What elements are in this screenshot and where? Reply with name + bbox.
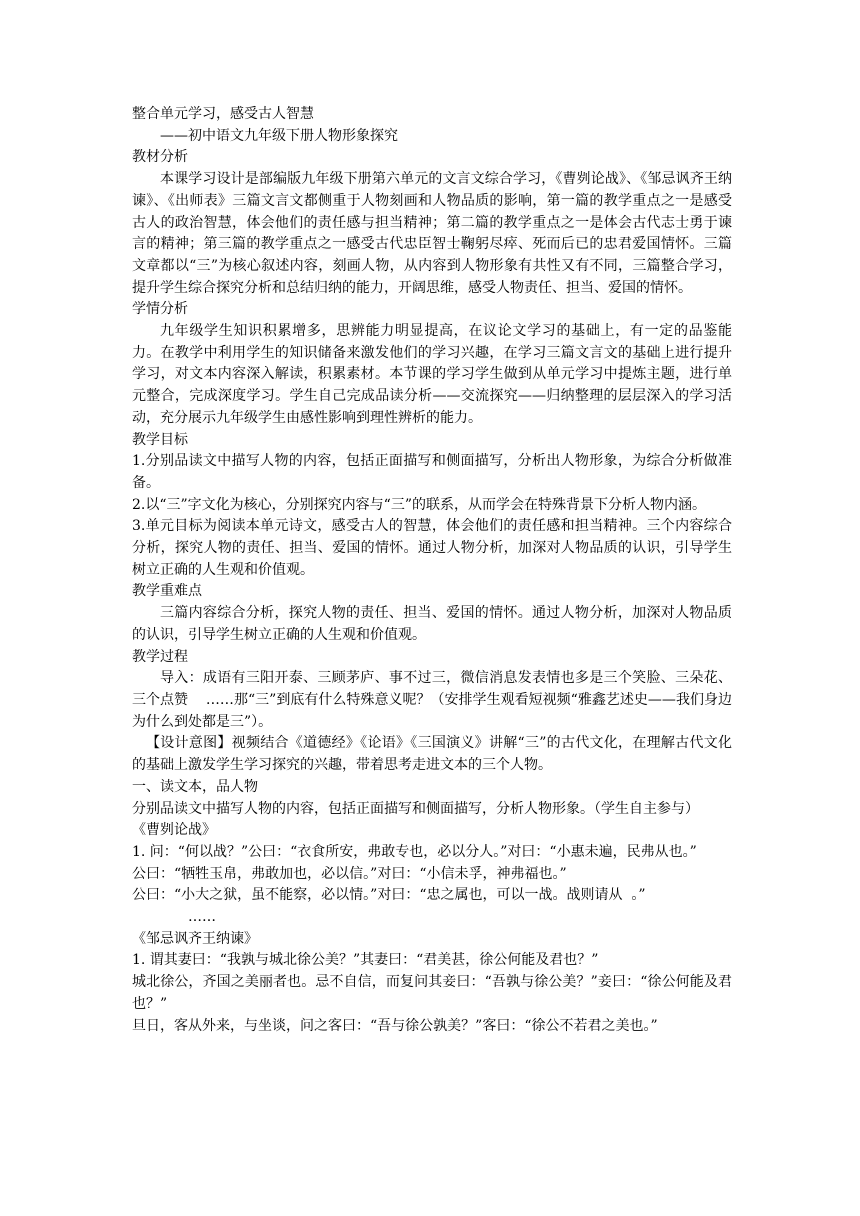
document-page [132, 104, 732, 1037]
teaching-goal-1: 1.分别品读文中描写人物的内容，包括正面描写和侧面描写，分析出人物形象，为综合分析做准备。 [132, 453, 732, 491]
document-subtitle: ——初中语文九年级下册人物形象探究 [160, 127, 398, 144]
zou-ji-line-1: 1. 谓其妻曰：“我孰与城北徐公美？”其妻曰：“君美甚，徐公何能及君也？” [132, 952, 599, 969]
teaching-goal-3: 3.单元目标为阅读本单元诗文，感受古人的智慧，体会他们的责任感和担当精神。三个内容综合分析，探究人物的责任、担当、爱国的情怀。通过人物分析，加深对人物品质的认识，引导学生树立正确的人生观和价值观。 [132, 518, 732, 578]
key-points-heading: 教学重难点 [132, 583, 202, 600]
document-title: 整合单元学习，感受古人智慧 [132, 106, 314, 122]
introduction-paragraph: 导入：成语有三阳开泰、三顾茅庐、事不过三，微信消息发表情也多是三个笑脸、三朵花、三个点赞 ……那“三”到底有什么特殊意义呢？（安排学生观看短视频“雅鑫艺述史——我们身边为什么到处都是三”）。 [132, 670, 732, 730]
textbook-analysis-heading: 教材分析 [132, 149, 188, 166]
teaching-process-heading: 教学过程 [132, 648, 188, 665]
learner-analysis-paragraph: 九年级学生知识积累增多，思辨能力明显提高，在议论文学习的基础上，有一定的品鉴能力。在教学中利用学生的知识储备来激发他们的学习兴趣，在学习三篇文言文的基础上进行提升学习，对文本内容深入解读，积累素材。本节课的学习学生做到从单元学习中提炼主题，进行单元整合，完成深度学习。学生自己完成品读分析——交流探究——归纳整理的层层深入的学习活动，充分展示九年级学生由感性影响到理性辨析的能力。 [132, 323, 732, 426]
zou-ji-title: 《邹忌讽齐王纳谏》 [132, 930, 258, 947]
textbook-analysis-paragraph: 本课学习设计是部编版九年级下册第六单元的文言文综合学习，《曹刿论战》、《邹忌讽齐王纳谏》、《出师表》三篇文言文都侧重于人物刻画和人物品质的影响，第一篇的教学重点之一是感受古人的政治智慧，体会他们的责任感与担当精神；第二篇的教学重点之一是体会古代志士勇于谏言的精神；第三篇的教学重点之一感受古代忠臣智士鞠躬尽瘁、死而后已的忠君爱国情怀。三篇文章都以“三”为核心叙述内容，刻画人物，从内容到人物形象有共性又有不同，三篇整合学习，提升学生综合探究分析和总结归纳的能力，开阔思维，感受人物责任、担当、爱国的情怀。 [132, 171, 732, 296]
teaching-goal-2: 2.以“三”字文化为核心，分别探究内容与“三”的联系，从而学会在特殊背景下分析人物内涵。 [132, 496, 706, 513]
zou-ji-line-2: 城北徐公，齐国之美丽者也。忌不自信，而复问其妾曰：“吾孰与徐公美？”妾曰：“徐公何能及君也？” [132, 974, 732, 1012]
cao-gui-title: 《曹刿论战》 [132, 822, 216, 839]
cao-gui-line-2: 公曰：“牺牲玉帛，弗敢加也，必以信。”对曰：“小信未孚，神弗福也。” [132, 865, 567, 882]
part-one-instruction: 分别品读文中描写人物的内容，包括正面描写和侧面描写，分析人物形象。（学生自主参与） [132, 800, 699, 817]
teaching-goals-heading: 教学目标 [132, 431, 188, 448]
design-intent-paragraph: 【设计意图】视频结合《道德经》《论语》《三国演义》讲解“三”的古代文化，在理解古代文化的基础上激发学生学习探究的兴趣，带着思考走进文本的三个人物。 [132, 735, 732, 774]
cao-gui-line-3: 公曰：“小大之狱，虽不能察，必以情。”对曰：“忠之属也，可以一战。战则请从 。” [132, 887, 646, 904]
learner-analysis-heading: 学情分析 [132, 301, 188, 318]
cao-gui-line-1: 1. 问：“何以战？”公曰：“衣食所安，弗敢专也，必以分人。”对曰：“小惠未遍，民弗从也。” [132, 843, 697, 860]
cao-gui-ellipsis: …… [188, 909, 216, 926]
part-one-heading: 一、读文本，品人物 [132, 778, 258, 795]
key-points-paragraph: 三篇内容综合分析，探究人物的责任、担当、爱国的情怀。通过人物分析，加深对人物品质的认识，引导学生树立正确的人生观和价值观。 [132, 605, 732, 643]
zou-ji-line-3: 旦日，客从外来，与坐谈，问之客曰：“吾与徐公孰美？”客曰：“徐公不若君之美也。” [132, 1017, 658, 1034]
